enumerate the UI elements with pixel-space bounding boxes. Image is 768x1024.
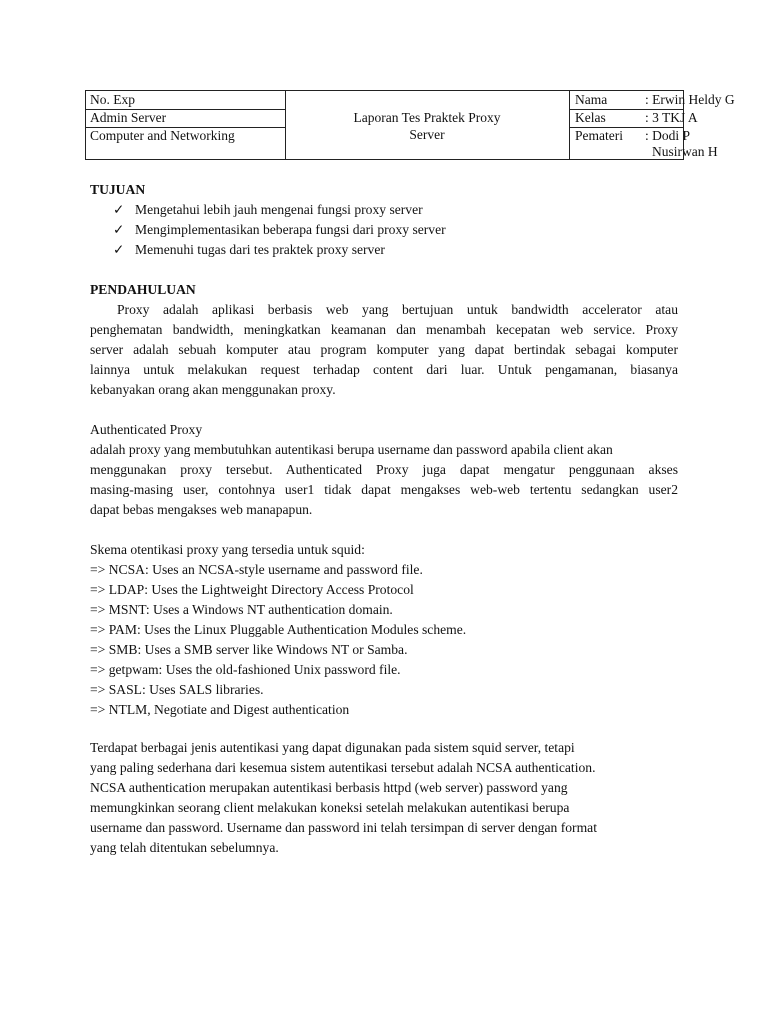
report-title-line1: Laporan Tes Praktek Proxy [353, 110, 501, 125]
paragraph-line: NCSA authentication merupakan autentikasi berbasis httpd (web server) password yang [90, 780, 568, 795]
class-value: : 3 TKJ A [645, 110, 698, 125]
program-cell: Computer and Networking [90, 128, 235, 143]
authenticated-proxy-paragraph [90, 440, 678, 520]
header-info-column [570, 91, 735, 159]
paragraph-line: username dan password. Username dan password ini telah tersimpan di server dengan format [90, 820, 597, 835]
paragraph-line: memungkinkan seorang client melakukan koneksi setelah melakukan autentikasi berupa [90, 800, 570, 815]
paragraph-line: adalah proxy yang membutuhkan autentikasi berupa username dan password apabila client akan [90, 442, 613, 457]
skema-intro: Skema otentikasi proxy yang tersedia untuk squid: [90, 542, 365, 557]
list-item: ✓ Memenuhi tugas dari tes praktek proxy server [113, 240, 385, 260]
pendahuluan-paragraph [90, 300, 678, 400]
paragraph-line: dapat bebas mengakses web manapapun. [90, 502, 313, 517]
presenter-value: : Dodi P [645, 128, 691, 143]
name-value: : Erwin Heldy G [645, 92, 735, 107]
list-item: => SMB: Uses a SMB server like Windows NT or Samba. [90, 642, 408, 657]
list-item: => LDAP: Uses the Lightweight Directory Access Protocol [90, 582, 414, 597]
list-item: ✓ Mengimplementasikan beberapa fungsi dari proxy server [113, 220, 446, 240]
list-item: => SASL: Uses SALS libraries. [90, 682, 264, 697]
header-left-column [86, 91, 286, 159]
presenter-value-2: Nusirwan H [652, 144, 718, 159]
paragraph-line: Proxy adalah aplikasi berbasis web yang bertujuan untuk bandwidth accelerator atau [117, 302, 678, 317]
checkmark-icon: ✓ [113, 242, 125, 257]
list-item: => PAM: Uses the Linux Pluggable Authentication Modules scheme. [90, 622, 467, 637]
report-title [285, 109, 569, 143]
presenter-label: Pemateri [575, 128, 623, 143]
pendahuluan-heading: PENDAHULUAN [90, 282, 196, 297]
paragraph-line: yang telah ditentukan sebelumnya. [90, 840, 279, 855]
paragraph-line: penghematan bandwidth, meningkatkan keamanan dan menambah kecepatan web service. Proxy [90, 322, 678, 337]
header-title-column [285, 91, 570, 159]
list-item: => getpwam: Uses the old-fashioned Unix password file. [90, 662, 401, 677]
name-label: Nama [575, 92, 608, 107]
list-item: => NCSA: Uses an NCSA-style username and password file. [90, 562, 423, 577]
report-title-line2: Server [409, 127, 445, 142]
paragraph-line: kebanyakan orang akan menggunakan proxy. [90, 382, 336, 397]
checkmark-icon: ✓ [113, 202, 125, 217]
skema-list [90, 560, 678, 720]
list-item: => NTLM, Negotiate and Digest authentication [90, 702, 350, 717]
exp-number-cell: No. Exp [90, 92, 135, 107]
paragraph-line: yang paling sederhana dari kesemua sistem autentikasi tersebut adalah NCSA authentication. [90, 760, 596, 775]
checkmark-icon: ✓ [113, 222, 125, 237]
list-item: => MSNT: Uses a Windows NT authentication domain. [90, 602, 393, 617]
subject-cell: Admin Server [90, 110, 167, 125]
list-item: ✓ Mengetahui lebih jauh mengenai fungsi proxy server [113, 200, 423, 220]
paragraph-line: masing-masing user, contohnya user1 tidak dapat mengakses web-web tertentu sedangkan user2 [90, 482, 678, 497]
paragraph-line: menggunakan proxy tersebut. Authenticated Proxy juga dapat mengatur penggunaan akses [90, 462, 678, 477]
header-table [85, 90, 735, 160]
class-label: Kelas [575, 110, 606, 125]
closing-paragraph [90, 738, 678, 858]
tujuan-heading: TUJUAN [90, 182, 146, 197]
paragraph-line: lainnya untuk melakukan request terhadap content dari luar. Untuk pengamanan, biasanya [90, 362, 678, 377]
authenticated-proxy-heading: Authenticated Proxy [90, 422, 203, 437]
paragraph-line: server adalah sebuah komputer atau program komputer yang dapat bertindak sebagai komputer [90, 342, 678, 357]
paragraph-line: Terdapat berbagai jenis autentikasi yang dapat digunakan pada sistem squid server, tetapi [90, 740, 575, 755]
